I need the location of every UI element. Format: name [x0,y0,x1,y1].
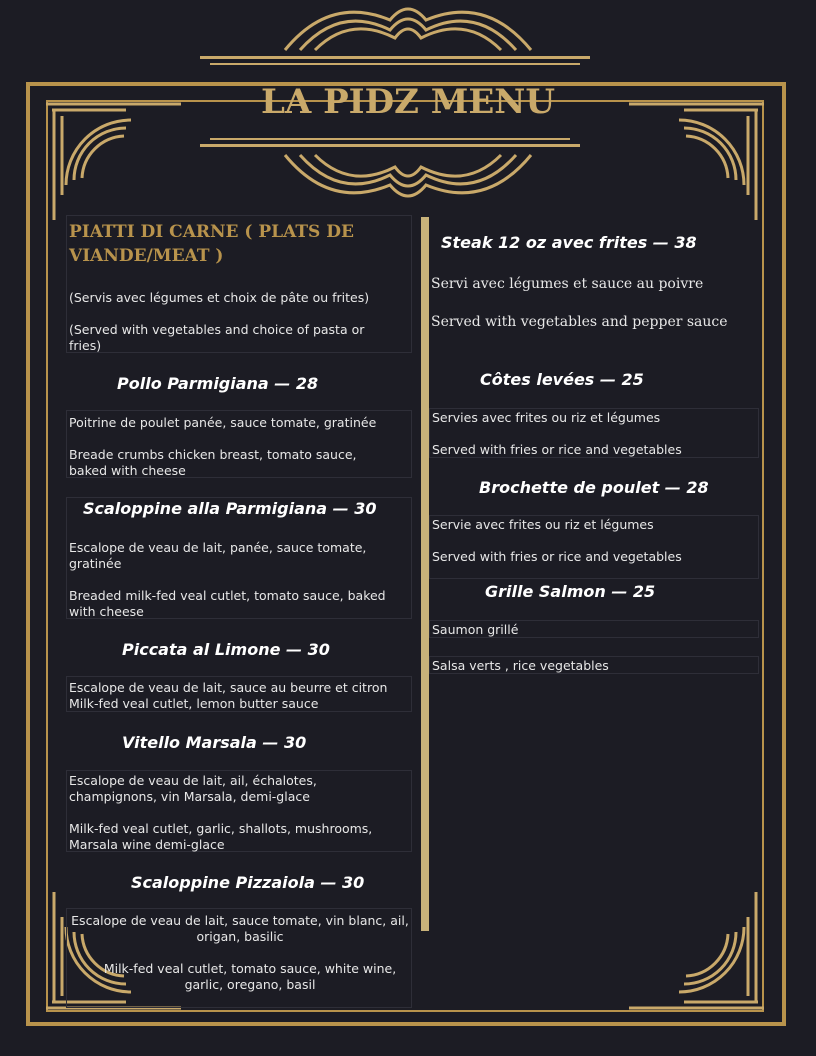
dish-desc-fr: Escalope de veau de lait, sauce tomate, vin blanc, ail, origan, basilic [71,913,409,944]
dish-title-brochette-de-poulet: Brochette de poulet — 28 [479,478,709,497]
dish-description-box [66,410,412,478]
dish-description-box [66,770,412,852]
dish-title-piccata-al-limone: Piccata al Limone — 30 [122,640,330,659]
dish-title-scaloppine-parmigiana: Scaloppine alla Parmigiana — 30 [83,499,377,518]
dish-desc-en: Salsa verts , rice vegetables [432,658,609,673]
dish-title-steak: Steak 12 oz avec frites — 38 [441,233,697,252]
dish-desc-en: Milk-fed veal cutlet, lemon butter sauce [69,696,319,711]
dish-description-box [66,676,412,712]
dish-desc-en: Served with fries or rice and vegetables [432,549,682,564]
dish-desc-en: Milk-fed veal cutlet, tomato sauce, white wine, garlic, oregano, basil [103,961,397,992]
dish-desc-fr: Escalope de veau de lait, ail, échalotes, champignons, vin Marsala, demi-glace [69,773,317,804]
dish-desc-en: Breade crumbs chicken breast, tomato sauce, baked with cheese [69,447,357,478]
category-title: PIATTI DI CARNE ( PLATS DE VIANDE/MEAT ) [69,222,354,266]
category-note-en: (Served with vegetables and choice of pasta or fries) [69,322,365,353]
dish-desc-en: Served with vegetables and pepper sauce [431,314,728,330]
dish-description-box [429,620,759,638]
dish-desc-fr: Servies avec frites ou riz et légumes [432,410,661,425]
dish-description-box [66,497,412,619]
dish-desc-en: Breaded milk-fed veal cutlet, tomato sauce, baked with cheese [69,588,386,619]
category-note-fr: (Servis avec légumes et choix de pâte ou frites) [69,290,370,305]
dish-title-pollo-parmigiana: Pollo Parmigiana — 28 [117,374,319,393]
dish-description-box [66,908,412,1008]
column-divider [421,217,429,931]
dish-title-grille-salmon: Grille Salmon — 25 [485,582,656,601]
menu-title: LA PIDZ MENU [260,82,555,122]
dish-desc-en: Served with fries or rice and vegetables [432,442,682,457]
dish-desc-en: Milk-fed veal cutlet, garlic, shallots, mushrooms, Marsala wine demi-glace [69,821,373,852]
corner-ornament-bottom-right [624,872,764,1012]
dish-desc-fr: Escalope de veau de lait, panée, sauce tomate, gratinée [69,540,367,571]
dish-description-box [429,408,759,458]
dish-title-scaloppine-pizzaiola: Scaloppine Pizzaiola — 30 [131,873,365,892]
dish-desc-fr: Servie avec frites ou riz et légumes [432,517,654,532]
dish-description-box [429,656,759,674]
dish-title-vitello-marsala: Vitello Marsala — 30 [122,733,307,752]
dish-desc-fr: Escalope de veau de lait, sauce au beurre et citron [69,680,388,695]
corner-ornament-top-right [624,100,764,240]
dish-desc-fr: Poitrine de poulet panée, sauce tomate, gratinée [69,415,377,430]
dish-desc-fr: Servi avec légumes et sauce au poivre [431,276,704,292]
dish-desc-fr: Saumon grillé [432,622,519,637]
category-header-box [66,215,412,353]
dish-description-box [429,515,759,579]
dish-title-cotes-levees: Côtes levées — 25 [480,370,644,389]
